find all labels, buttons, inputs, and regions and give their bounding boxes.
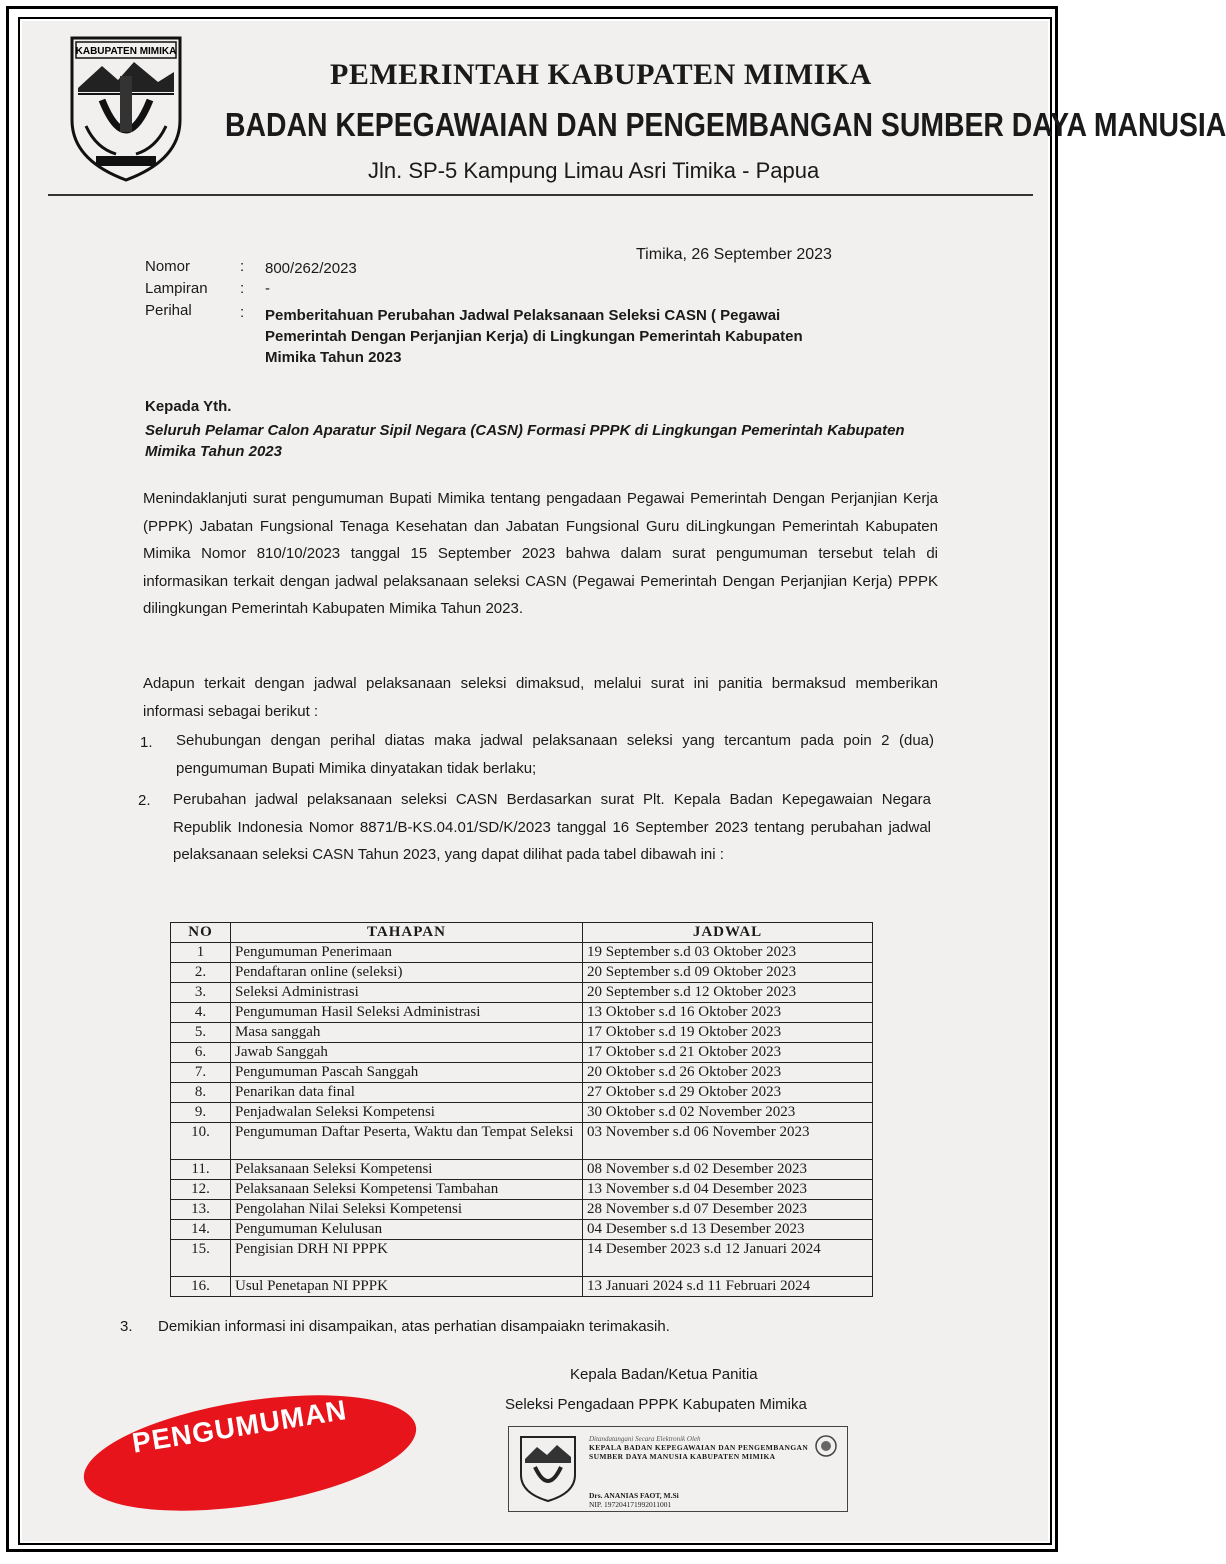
recipient-body: Seluruh Pelamar Calon Aparatur Sipil Negara (CASN) Formasi PPPK di Lingkungan Pemerintah Kabupaten Mimika Tahun 2023 <box>145 422 905 460</box>
row-no: 4. <box>171 1003 231 1023</box>
announcement-stamp-icon <box>80 1382 420 1524</box>
row-jadwal: 19 September s.d 03 Oktober 2023 <box>583 943 873 963</box>
row-no: 2. <box>171 963 231 983</box>
nomor-label: Nomor <box>145 258 191 275</box>
row-no: 5. <box>171 1023 231 1043</box>
row-no: 7. <box>171 1063 231 1083</box>
row-tahapan: Pengumuman Penerimaan <box>231 943 583 963</box>
row-jadwal: 04 Desember s.d 13 Desember 2023 <box>583 1220 873 1240</box>
row-tahapan: Pengolahan Nilai Seleksi Kompetensi <box>231 1200 583 1220</box>
table-row <box>171 963 873 983</box>
list-item: Perubahan jadwal pelaksanaan seleksi CASN Berdasarkan surat Plt. Kepala Badan Kepegawaian Negara Republik Indonesia Nomor 8871/B-KS.04.01/SD/K/2023 tanggal 16 September 2023 tentang perubahan jadwal pelaksanaan seleksi CASN Tahun 2023, yang dapat dilihat pada tabel dibawah ini : <box>173 791 931 863</box>
table-row <box>171 1160 873 1180</box>
row-tahapan: Pengisian DRH NI PPPK <box>231 1240 583 1277</box>
perihal-label: Perihal <box>145 302 192 319</box>
row-tahapan: Penjadwalan Seleksi Kompetensi <box>231 1103 583 1123</box>
row-no: 15. <box>171 1240 231 1277</box>
row-jadwal: 14 Desember 2023 s.d 12 Januari 2024 <box>583 1240 873 1277</box>
recipient-greeting: Kepada Yth. <box>145 398 232 415</box>
row-tahapan: Masa sanggah <box>231 1023 583 1043</box>
electronic-signature-box <box>508 1426 848 1512</box>
table-row <box>171 1123 873 1160</box>
table-row <box>171 1043 873 1063</box>
emblem-label: KABUPATEN MIMIKA <box>75 46 177 57</box>
row-tahapan: Seleksi Administrasi <box>231 983 583 1003</box>
row-tahapan: Pendaftaran online (seleksi) <box>231 963 583 983</box>
header-jadwal: JADWAL <box>583 923 873 943</box>
row-tahapan: Pelaksanaan Seleksi Kompetensi Tambahan <box>231 1180 583 1200</box>
table-row <box>171 1003 873 1023</box>
letterhead-agency: BADAN KEPEGAWAIAN DAN PENGEMBANGAN SUMBER DAYA MANUSIA <box>225 106 1226 143</box>
row-no: 9. <box>171 1103 231 1123</box>
seal-icon <box>815 1435 837 1457</box>
row-jadwal: 13 Oktober s.d 16 Oktober 2023 <box>583 1003 873 1023</box>
row-jadwal: 20 September s.d 12 Oktober 2023 <box>583 983 873 1003</box>
regency-emblem-icon <box>62 30 190 184</box>
list-item: Sehubungan dengan perihal diatas maka jadwal pelaksanaan seleksi yang tercantum pada poin 2 (dua) pengumuman Bupati Mimika dinyatakan tidak berlaku; <box>176 732 934 777</box>
nomor-colon: : <box>240 258 245 275</box>
row-tahapan: Jawab Sanggah <box>231 1043 583 1063</box>
row-no: 3. <box>171 983 231 1003</box>
row-jadwal: 08 November s.d 02 Desember 2023 <box>583 1160 873 1180</box>
row-tahapan: Penarikan data final <box>231 1083 583 1103</box>
row-no: 11. <box>171 1160 231 1180</box>
schedule-table <box>170 922 873 1297</box>
header-tahapan: TAHAPAN <box>231 923 583 943</box>
row-jadwal: 13 Januari 2024 s.d 11 Februari 2024 <box>583 1277 873 1297</box>
nomor-value: 800/262/2023 <box>265 260 357 277</box>
table-row <box>171 943 873 963</box>
list-item-number: 2. <box>138 792 151 809</box>
esign-note: Ditandatangani Secara Elektronik Oleh <box>589 1435 701 1443</box>
paragraph-intro: Menindaklanjuti surat pengumuman Bupati Mimika tentang pengadaan Pegawai Pemerintah Dengan Perjanjian Kerja (PPPK) Jabatan Fungsional Tenaga Kesehatan dan Jabatan Fungsional Guru diLingkungan Pemerintah Kabupaten Mimika Nomor 810/10/2023 tanggal 15 September 2023 bahwa dalam surat pengumuman tersebut telah di informasikan terkait dengan jadwal pelaksanaan seleksi CASN (Pegawai Pemerintah Dengan Perjanjian Kerja) PPPK dilingkungan Pemerintah Kabupaten Mimika Tahun 2023. <box>143 490 938 617</box>
row-jadwal: 30 Oktober s.d 02 November 2023 <box>583 1103 873 1123</box>
letter-date: Timika, 26 September 2023 <box>636 246 832 263</box>
row-no: 1 <box>171 943 231 963</box>
paragraph-info: Adapun terkait dengan jadwal pelaksanaan seleksi dimaksud, melalui surat ini panitia bermaksud memberikan informasi sebagai berikut : <box>143 675 938 720</box>
table-row <box>171 1180 873 1200</box>
lampiran-value: - <box>265 280 270 297</box>
row-no: 12. <box>171 1180 231 1200</box>
row-tahapan: Pengumuman Daftar Peserta, Waktu dan Tempat Seleksi <box>231 1123 583 1160</box>
row-jadwal: 20 September s.d 09 Oktober 2023 <box>583 963 873 983</box>
row-tahapan: Pengumuman Hasil Seleksi Administrasi <box>231 1003 583 1023</box>
perihal-value: Pemberitahuan Perubahan Jadwal Pelaksanaan Seleksi CASN ( Pegawai Pemerintah Dengan Perjanjian Kerja) di Lingkungan Pemerintah Kabupaten Mimika Tahun 2023 <box>265 307 803 366</box>
row-tahapan: Pengumuman Pascah Sanggah <box>231 1063 583 1083</box>
table-row <box>171 1220 873 1240</box>
table-row <box>171 1023 873 1043</box>
row-no: 8. <box>171 1083 231 1103</box>
row-jadwal: 20 Oktober s.d 26 Oktober 2023 <box>583 1063 873 1083</box>
row-no: 13. <box>171 1200 231 1220</box>
letterhead-title: PEMERINTAH KABUPATEN MIMIKA <box>330 58 872 91</box>
letterhead-address: Jln. SP-5 Kampung Limau Asri Timika - Papua <box>368 158 820 183</box>
closing-number: 3. <box>120 1318 133 1335</box>
table-header-row <box>171 923 873 943</box>
table-row <box>171 983 873 1003</box>
lampiran-label: Lampiran <box>145 280 208 297</box>
table-row <box>171 1277 873 1297</box>
signatory-title: Kepala Badan/Ketua Panitia <box>570 1366 758 1383</box>
row-jadwal: 13 November s.d 04 Desember 2023 <box>583 1180 873 1200</box>
row-no: 6. <box>171 1043 231 1063</box>
row-no: 10. <box>171 1123 231 1160</box>
header-divider <box>48 194 1033 196</box>
row-jadwal: 28 November s.d 07 Desember 2023 <box>583 1200 873 1220</box>
row-no: 14. <box>171 1220 231 1240</box>
table-row <box>171 1200 873 1220</box>
row-jadwal: 27 Oktober s.d 29 Oktober 2023 <box>583 1083 873 1103</box>
lampiran-colon: : <box>240 280 245 297</box>
row-tahapan: Pengumuman Kelulusan <box>231 1220 583 1240</box>
list-item-number: 1. <box>140 734 153 751</box>
table-row <box>171 1063 873 1083</box>
esign-organization: KEPALA BADAN KEPEGAWAIAN DAN PENGEMBANGAN SUMBER DAYA MANUSIA KABUPATEN MIMIKA <box>589 1443 809 1461</box>
row-jadwal: 03 November s.d 06 November 2023 <box>583 1123 873 1160</box>
row-no: 16. <box>171 1277 231 1297</box>
signature-emblem-icon <box>517 1433 579 1503</box>
row-tahapan: Usul Penetapan NI PPPK <box>231 1277 583 1297</box>
esign-nip: NIP. 197204171992011001 <box>589 1500 672 1509</box>
perihal-colon: : <box>240 304 245 321</box>
closing-text: Demikian informasi ini disampaikan, atas perhatian disampaiakn terimakasih. <box>158 1318 670 1335</box>
table-row <box>171 1083 873 1103</box>
signatory-committee: Seleksi Pengadaan PPPK Kabupaten Mimika <box>505 1396 807 1413</box>
row-tahapan: Pelaksanaan Seleksi Kompetensi <box>231 1160 583 1180</box>
row-jadwal: 17 Oktober s.d 21 Oktober 2023 <box>583 1043 873 1063</box>
table-row <box>171 1103 873 1123</box>
table-row <box>171 1240 873 1277</box>
esign-name: Drs. ANANIAS FAOT, M.Si <box>589 1491 679 1500</box>
header-no: NO <box>171 923 231 943</box>
announcement-stamp-label: PENGUMUMAN <box>130 1394 350 1459</box>
row-jadwal: 17 Oktober s.d 19 Oktober 2023 <box>583 1023 873 1043</box>
